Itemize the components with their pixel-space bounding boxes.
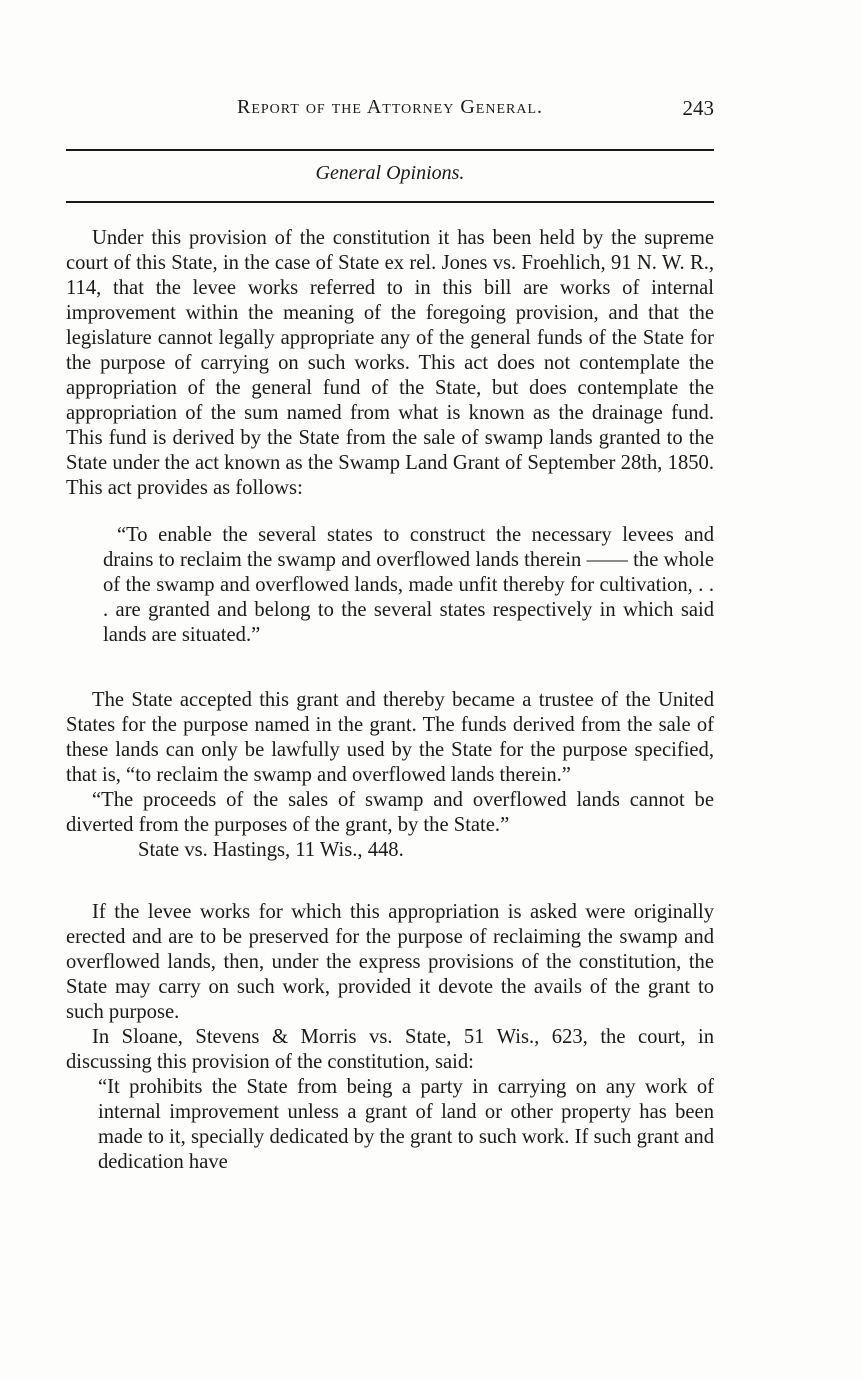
paragraph-1: Under this provision of the constitution it has been held by the supreme court of this State, in the case of State ex rel. Jones vs. Froehlich, 91 N. W. R., 114, that the levee works referred to in this bill are works of internal improvement within the meaning of the foregoing provision, and that the legislature cannot legally appropriate any of the general funds of the State for the purpose of carrying on such works. This act does not contemplate the appropriation of the general fund of the State, but does contemplate the appropriation of the sum named from what is known as the drainage fund. This fund is derived by the State from the sale of swamp lands granted to the State under the act known as the Swamp Land Grant of September 28th, 1850. This act provides as follows: <box>66 227 714 499</box>
paragraph-2: The State accepted this grant and thereby became a trustee of the United States for the purpose named in the grant. The funds derived from the sale of these lands can only be lawfully used by the State for the purpose specified, that is, “to reclaim the swamp and overflowed lands therein.” <box>66 689 714 786</box>
running-head <box>66 96 714 128</box>
paragraph-4: In Sloane, Stevens & Morris vs. State, 51 Wis., 623, the court, in discussing this provision of the constitution, said: <box>66 1026 714 1073</box>
top-rule <box>66 149 714 151</box>
body-text <box>66 226 714 1175</box>
section-title: General Opinions. <box>315 162 465 184</box>
citation-hastings: State vs. Hastings, 11 Wis., 448. <box>138 839 404 861</box>
running-title: Report of the Attorney General. <box>236 96 543 118</box>
paragraph-3: If the levee works for which this appropriation is asked were originally erected and are to be preserved for the purpose of reclaiming the swamp and overflowed lands, then, under the express provisions of the constitution, the State may carry on such work, provided it devote the avails of the grant to such purpose. <box>66 901 714 1023</box>
block-quote-2: “It prohibits the State from being a party in carrying on any work of internal improvement unless a grant of land or other property has been made to it, specially dedicated by the grant to such work. If such grant and dedication have <box>98 1076 714 1173</box>
bottom-rule <box>66 201 714 203</box>
page-number: 243 <box>682 96 714 120</box>
block-quote-1: “To enable the several states to construct the necessary levees and drains to reclaim the swamp and overflowed lands therein —— the whole of the swamp and overflowed lands, made unfit thereby for cultivation, . . . are granted and belong to the several states respectively in which said lands are situated.” <box>103 524 714 646</box>
quote-hastings: “The proceeds of the sales of swamp and overflowed lands cannot be diverted from the purposes of the grant, by the State.” <box>66 789 714 836</box>
